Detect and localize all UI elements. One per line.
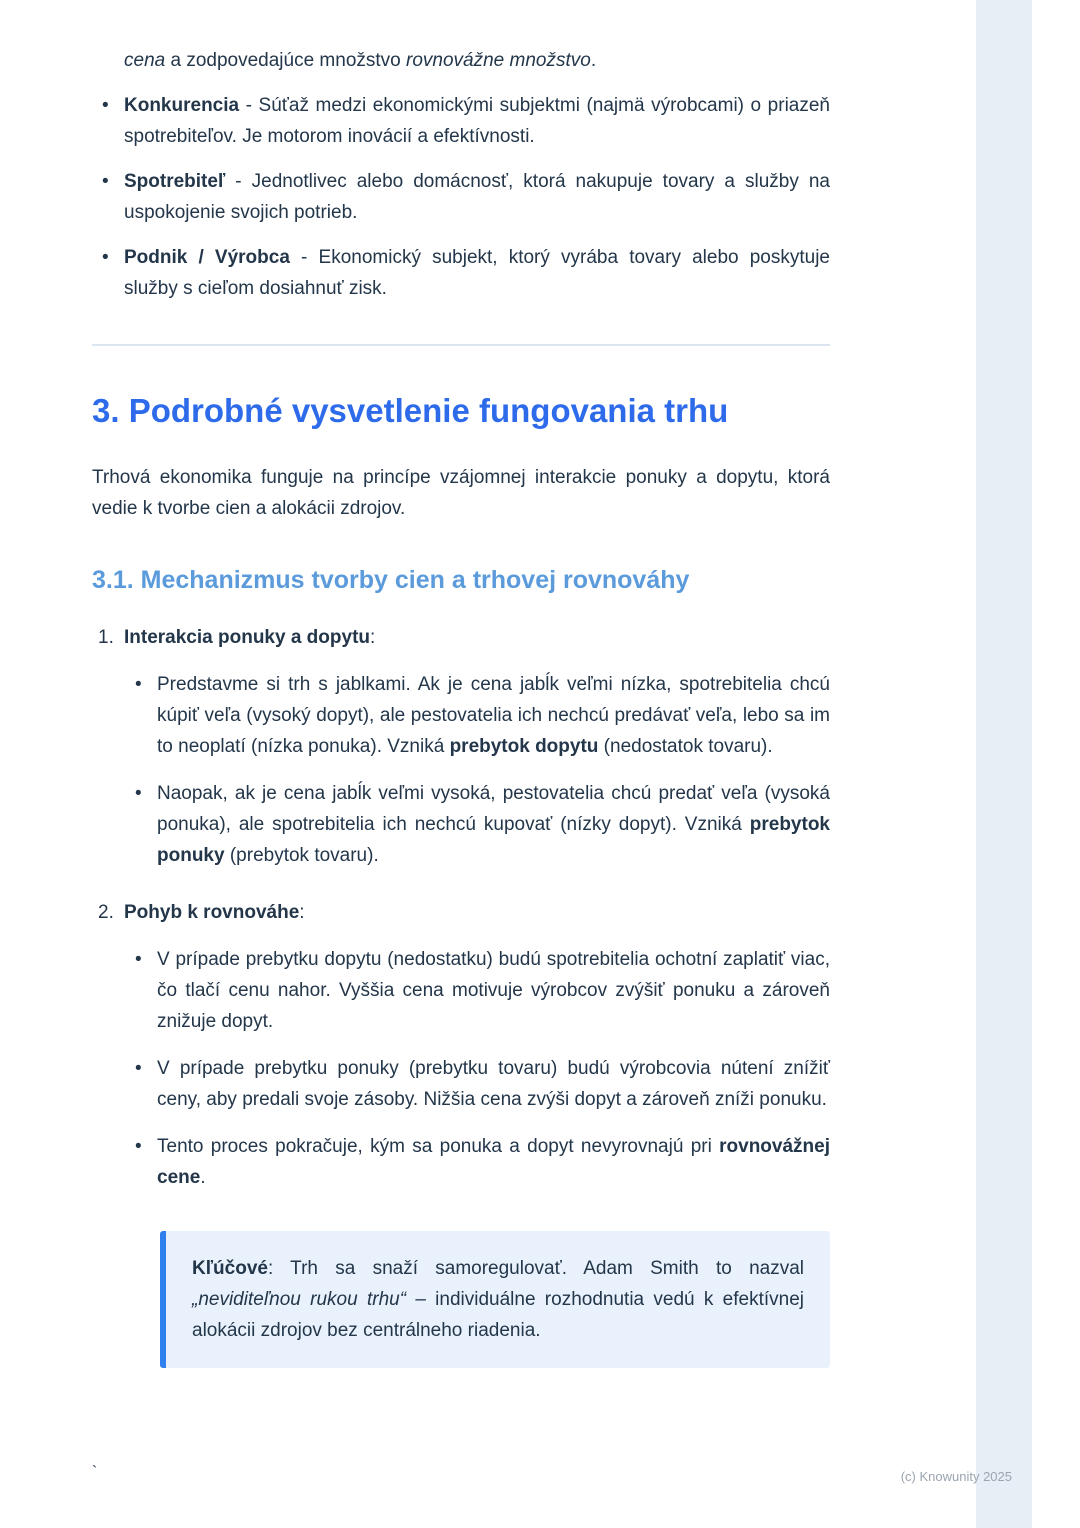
- list-item-konkurencia: [92, 90, 830, 152]
- numbered-item-suffix: :: [370, 627, 376, 648]
- stray-character: `: [92, 1464, 98, 1481]
- term-name: Konkurencia: [124, 95, 240, 116]
- number-marker: 2.: [98, 902, 114, 923]
- bullet-marker: •: [102, 95, 109, 116]
- text-run: Predstavme si trh s jablkami. Ak je cena jabĺk veľmi nízka, spotrebitelia chcú kúpiť veľa (vysoký dopyt), ale pestovatelia ich nechcú predávať veľa, lebo sa im to neoplatí (nízka ponuka). Vzniká: [157, 674, 830, 757]
- text-run: .: [200, 1167, 206, 1188]
- bullet-marker: •: [135, 1058, 142, 1079]
- italic-term: cena: [124, 50, 166, 71]
- callout-label: Kľúčové: [192, 1258, 268, 1279]
- text-run: (prebytok tovaru).: [224, 845, 379, 866]
- sub-bullet-list: [92, 944, 830, 1193]
- sub-bullet: [92, 944, 830, 1037]
- bullet-marker: •: [102, 247, 109, 268]
- term-description: Jednotlivec alebo domácnosť, ktorá nakupuje tovary a služby na uspokojenie svojich potrieb.: [124, 171, 831, 223]
- term-separator: -: [225, 171, 252, 192]
- term-separator: -: [289, 247, 319, 268]
- bold-term: rovnovážnej cene: [157, 1136, 830, 1188]
- paragraph-continuation: [124, 45, 830, 76]
- term-name: Spotrebiteľ: [124, 171, 226, 192]
- bullet-marker: •: [135, 1136, 142, 1157]
- sub-bullet: [92, 1131, 830, 1193]
- term-list: [92, 90, 830, 304]
- text-run: a zodpovedajúce množstvo: [165, 50, 407, 71]
- bold-term: prebytok dopytu: [449, 736, 599, 757]
- section-intro-paragraph: Trhová ekonomika funguje na princípe vzájomnej interakcie ponuky a dopytu, ktorá vedie k tvorbe cien a alokácii zdrojov.: [92, 467, 830, 519]
- sub-bullet-list: [92, 669, 830, 871]
- term-description: Súťaž medzi ekonomickými subjektmi (najmä výrobcami) o priazeň spotrebiteľov. Je motorom inovácií a efektívnosti.: [124, 95, 830, 147]
- text-run: – individuálne rozhodnutia vedú k efektívnej alokácii zdrojov bez centrálneho riadenia.: [192, 1289, 804, 1341]
- text-run: Naopak, ak je cena jabĺk veľmi vysoká, pestovatelia chcú predať veľa (vysoká ponuka), ale spotrebitelia ich nechcú kupovať (nízky dopyt). Vzniká: [157, 783, 830, 835]
- numbered-item-heading: [92, 897, 830, 928]
- bullet-marker: •: [135, 949, 142, 970]
- numbered-item-title: Pohyb k rovnováhe: [124, 902, 300, 923]
- numbered-item-1: [92, 622, 830, 871]
- section-title: 3. Podrobné vysvetlenie fungovania trhu: [92, 392, 729, 429]
- numbered-item-heading: [92, 622, 830, 653]
- bullet-marker: •: [135, 674, 142, 695]
- text-run: (nedostatok tovaru).: [598, 736, 773, 757]
- text-run: V prípade prebytku ponuky (prebytku tovaru) budú výrobcovia nútení znížiť ceny, aby predali svoje zásoby. Nižšia cena zvýši dopyt a zároveň zníži ponuku.: [157, 1058, 830, 1110]
- list-item-podnik-vyrobca: [92, 242, 830, 304]
- numbered-list: [92, 622, 830, 1193]
- text-run: Tento proces pokračuje, kým sa ponuka a dopyt nevyrovnajú pri: [157, 1136, 720, 1157]
- term-description: Ekonomický subjekt, ktorý vyrába tovary alebo poskytuje služby s cieľom dosiahnuť zisk.: [124, 247, 830, 299]
- bold-term: prebytok ponuky: [157, 814, 830, 866]
- key-callout-text: [192, 1253, 804, 1346]
- numbered-item-suffix: :: [299, 902, 305, 923]
- italic-quote: „neviditeľnou rukou trhu“: [192, 1289, 407, 1310]
- number-marker: 1.: [98, 627, 114, 648]
- numbered-item-2: [92, 897, 830, 1193]
- subsection-title: 3.1. Mechanizmus tvorby cien a trhovej rovnováhy: [92, 566, 690, 594]
- text-run: : Trh sa snaží samoregulovať. Adam Smith to nazval: [267, 1258, 804, 1279]
- bullet-marker: •: [102, 171, 109, 192]
- section-divider: [92, 344, 830, 346]
- footer-credit: (c) Knowunity 2025: [900, 1469, 1012, 1484]
- sub-bullet: [92, 669, 830, 762]
- term-name: Podnik / Výrobca: [124, 247, 290, 268]
- numbered-item-title: Interakcia ponuky a dopytu: [124, 627, 370, 648]
- text-run: V prípade prebytku dopytu (nedostatku) budú spotrebitelia ochotní zaplatiť viac, čo tlačí cenu nahor. Vyššia cena motivuje výrobcov zvýšiť ponuku a zároveň znižuje dopyt.: [157, 949, 830, 1032]
- key-callout: [160, 1231, 830, 1368]
- list-item-spotrebitel: [92, 166, 830, 228]
- sub-bullet: [92, 1053, 830, 1115]
- sub-bullet: [92, 778, 830, 871]
- bullet-marker: •: [135, 783, 142, 804]
- italic-term: rovnovážne množstvo: [406, 50, 591, 71]
- term-separator: -: [239, 95, 259, 116]
- text-run: .: [590, 50, 597, 71]
